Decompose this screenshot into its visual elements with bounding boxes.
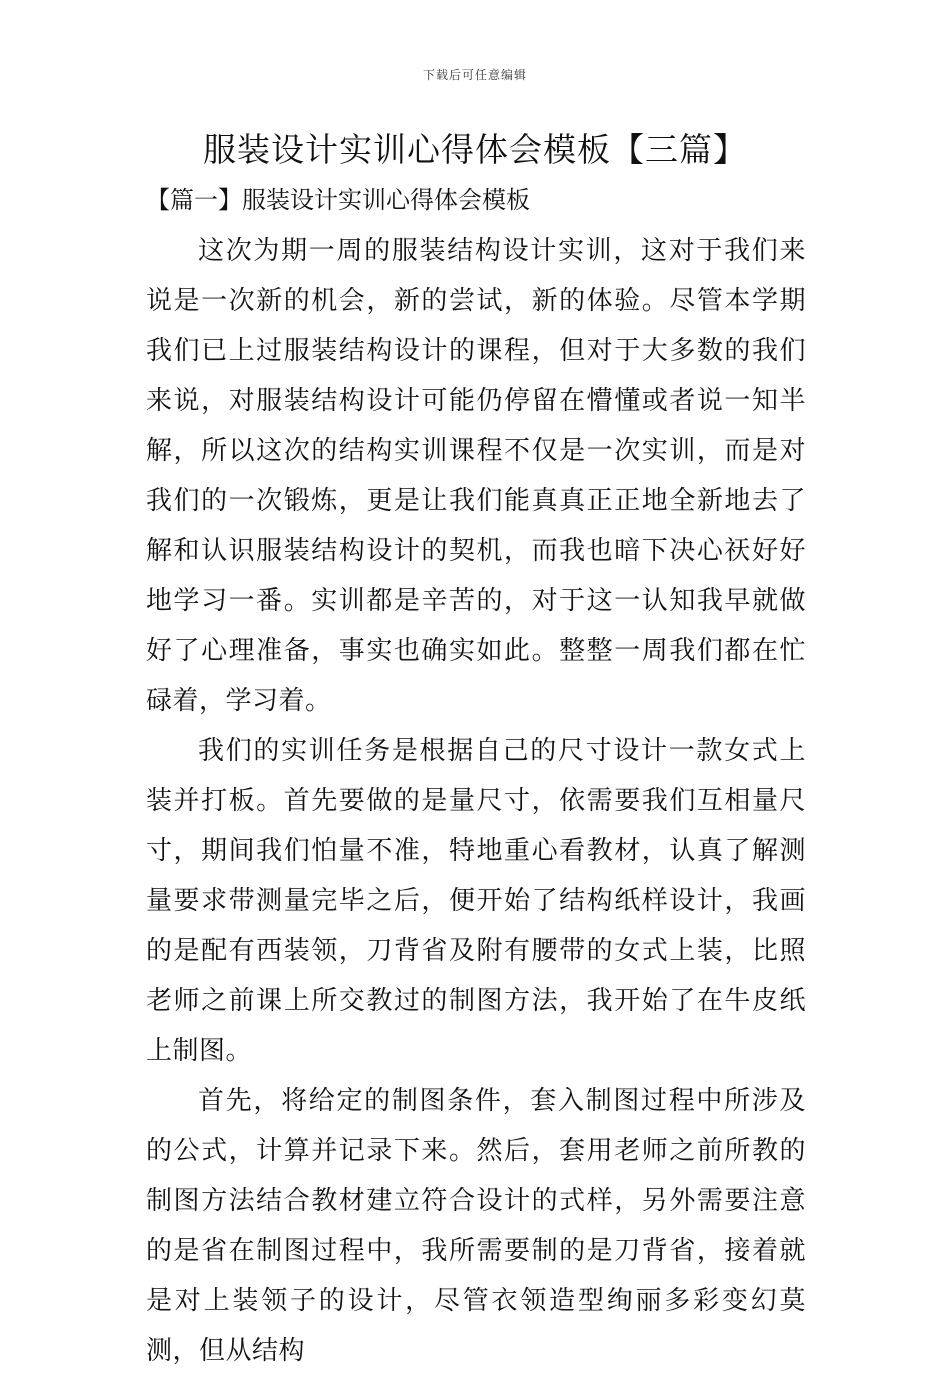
paragraph-2: 我们的实训任务是根据自己的尺寸设计一款女式上装并打板。首先要做的是量尺寸，依需要我们互相量尺寸，期间我们怕量不准，特地重心看教材，认真了解测量要求带测量完毕之后，便开始了结构纸样设计，我画的是配有西装领，刀背省及附有腰带的女式上装，比照老师之前课上所交教过的制图方法，我开始了在牛皮纸上制图。 xyxy=(146,736,806,1066)
header-note: 下载后可任意编辑 xyxy=(422,68,527,82)
document-body xyxy=(146,226,806,1376)
paragraph-1: 这次为期一周的服装结构设计实训，这对于我们来说是一次新的机会，新的尝试，新的体验。尽管本学期我们已上过服装结构设计的课程，但对于大多数的我们来说，对服装结构设计可能仍停留在懵懂或者说一知半解，所以这次的结构实训课程不仅是一次实训，而是对我们的一次锻炼，更是让我们能真真正正地全新地去了解和认识服装结构设计的契机，而我也暗下决心祆好好地学习一番。实训都是辛苦的，对于这一认知我早就做好了心理准备，事实也确实如此。整整一周我们都在忙碌着，学习着。 xyxy=(146,236,806,716)
section-heading: 【篇一】服装设计实训心得体会模板 xyxy=(146,186,530,214)
paragraph-3: 首先，将给定的制图条件，套入制图过程中所涉及的公式，计算并记录下来。然后，套用老师之前所教的制图方法结合教材建立符合设计的式样，另外需要注意的是省在制图过程中，我所需要制的是刀背省，接着就是对上装领子的设计，尽管衣领造型绚丽多彩变幻莫测，但从结构 xyxy=(146,1086,806,1366)
document-title: 服装设计实训心得体会模板【三篇】 xyxy=(203,130,747,169)
